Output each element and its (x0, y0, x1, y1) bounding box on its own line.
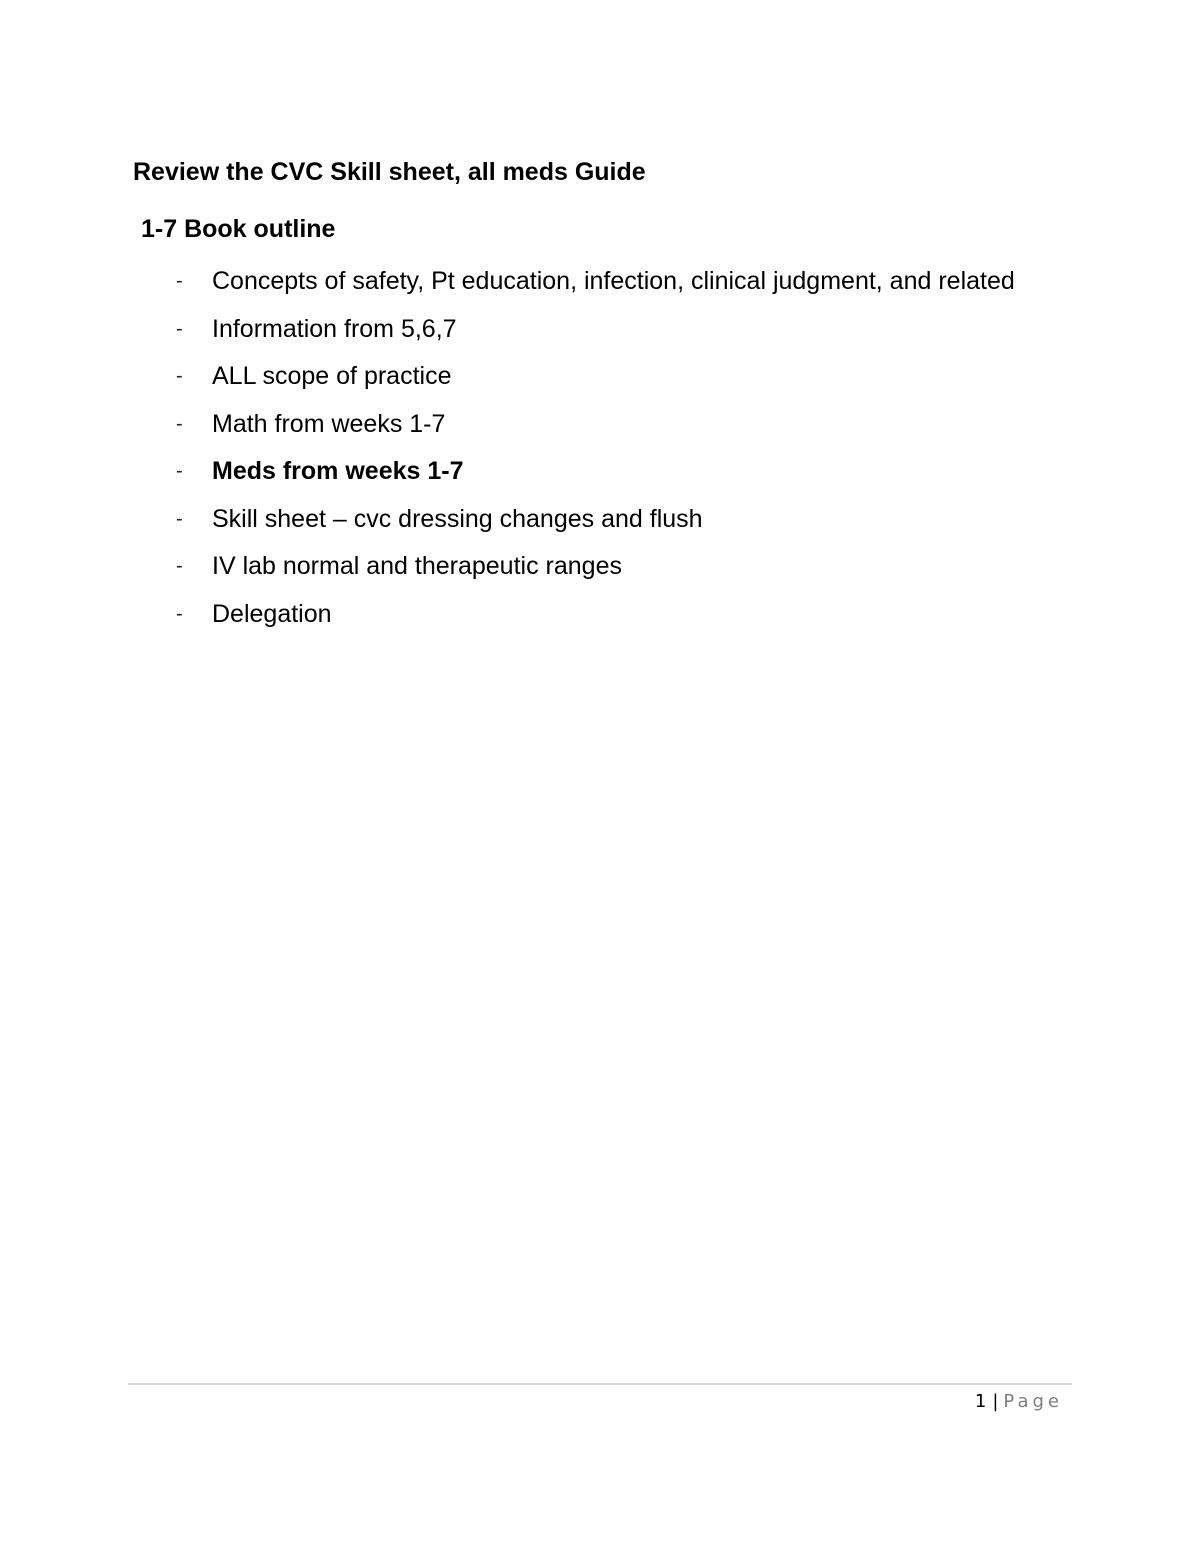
list-item-text: Meds from weeks 1-7 (212, 457, 464, 485)
bullet-list (176, 258, 1036, 638)
list-item (176, 306, 1036, 354)
list-item (176, 258, 1036, 306)
list-item (176, 448, 1036, 496)
page-separator: | (992, 1391, 999, 1412)
list-item-text: Math from weeks 1-7 (212, 409, 446, 438)
bullet-dash: - (176, 317, 183, 340)
list-item-text: Delegation (212, 599, 332, 628)
bullet-dash: - (176, 412, 183, 435)
bullet-dash: - (176, 270, 183, 292)
list-item-text: Skill sheet – cvc dressing changes and flush (212, 504, 703, 533)
page-label: Page (1003, 1391, 1063, 1412)
list-item-text: IV lab normal and therapeutic ranges (212, 552, 622, 580)
page-number: 1 (974, 1391, 987, 1412)
list-item-text: Information from 5,6,7 (212, 314, 457, 343)
list-item (176, 496, 1036, 544)
document-heading: Review the CVC Skill sheet, all meds Guide (133, 158, 646, 186)
bullet-dash: - (176, 555, 183, 577)
list-item-text: Concepts of safety, Pt education, infection, clinical judgment, and related (212, 267, 1015, 295)
section-subheading: 1-7 Book outline (141, 215, 336, 243)
list-item (176, 353, 1036, 401)
list-item (176, 591, 1036, 639)
bullet-dash: - (176, 460, 183, 482)
bullet-dash: - (176, 602, 183, 625)
bullet-dash: - (176, 365, 183, 387)
bullet-dash: - (176, 507, 183, 530)
list-item-text: ALL scope of practice (212, 362, 452, 390)
list-item (176, 543, 1036, 591)
page-footer (975, 1390, 1063, 1414)
list-item (176, 401, 1036, 449)
footer-divider (128, 1383, 1072, 1385)
